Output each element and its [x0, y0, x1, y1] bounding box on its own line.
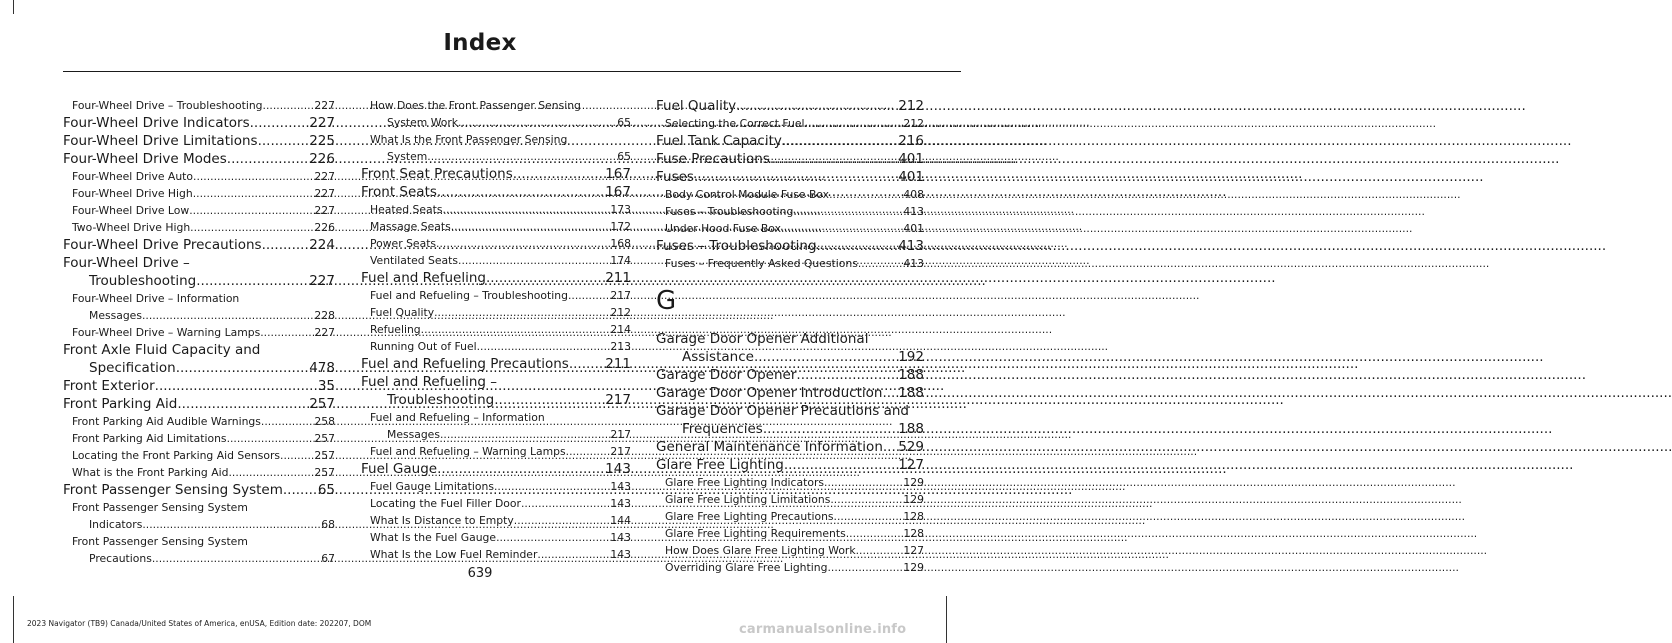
- index-subentry[interactable]: [656, 525, 924, 542]
- entry-label: Front Parking Aid Limitations: [72, 432, 227, 445]
- index-subentry[interactable]: [361, 546, 631, 563]
- dot-leader: [782, 132, 898, 150]
- entry-page-number: 65: [617, 116, 631, 129]
- dot-leader: [824, 474, 903, 491]
- index-entry[interactable]: [656, 132, 924, 150]
- dot-leader: [437, 183, 605, 201]
- entry-label: Glare Free Lighting Precautions: [665, 510, 834, 523]
- entry-label: Front Seat Precautions: [361, 166, 513, 182]
- index-subentry[interactable]: [63, 290, 335, 324]
- index-subentry[interactable]: [656, 115, 924, 132]
- entry-page-number: 127: [903, 544, 924, 557]
- dot-leader: [856, 542, 904, 559]
- index-entry[interactable]: [63, 341, 335, 377]
- entry-label: Four-Wheel Drive Precautions: [63, 237, 262, 253]
- dot-leader: [793, 203, 903, 220]
- entry-label: What is the Front Parking Aid: [72, 466, 229, 479]
- entry-page-number: 68: [321, 518, 335, 531]
- entry-label: What Is Distance to Empty: [370, 514, 514, 527]
- index-entry[interactable]: [656, 384, 924, 402]
- dot-leader: [763, 420, 898, 438]
- entry-page-number: 213: [610, 340, 631, 353]
- entry-label: Front Parking Aid: [63, 396, 178, 412]
- index-column-2: [361, 97, 631, 563]
- entry-page-number: 214: [610, 323, 631, 336]
- entry-label: Fuel and Refueling Precautions: [361, 356, 569, 372]
- entry-page-number: 127: [898, 457, 924, 473]
- entry-label: Two-Wheel Drive High: [72, 221, 191, 234]
- entry-label: Four-Wheel Drive Limitations: [63, 133, 258, 149]
- entry-label: What Is the Front Passenger Sensing: [370, 133, 568, 146]
- entry-label: Fuel Quality: [370, 306, 435, 319]
- entry-label: Four-Wheel Drive Modes: [63, 151, 227, 167]
- entry-label: Garage Door Opener Additional: [656, 331, 869, 347]
- dot-leader: [440, 426, 610, 443]
- entry-label: Running Out of Fuel: [370, 340, 477, 353]
- entry-page-number: 227: [314, 204, 335, 217]
- entry-label: System Work: [387, 116, 459, 129]
- dot-leader: [228, 464, 314, 481]
- entry-page-number: 224: [309, 237, 335, 253]
- index-subentry[interactable]: [361, 97, 631, 131]
- dot-leader: [513, 165, 605, 183]
- index-entry[interactable]: [63, 377, 335, 395]
- entry-page-number: 67: [321, 552, 335, 565]
- entry-label: Locating the Front Parking Aid Sensors: [72, 449, 281, 462]
- dot-leader: [152, 550, 321, 567]
- dot-leader: [805, 115, 904, 132]
- dot-leader: [176, 359, 310, 377]
- index-subentry[interactable]: [63, 499, 335, 533]
- section-letter: G: [656, 286, 677, 316]
- entry-page-number: 257: [314, 466, 335, 479]
- index-subentry[interactable]: [63, 202, 335, 219]
- index-entry[interactable]: [361, 269, 631, 287]
- entry-page-number: 211: [605, 270, 631, 286]
- index-entry[interactable]: [656, 150, 924, 168]
- index-subentry[interactable]: [63, 464, 335, 481]
- entry-label: Fuel Quality: [656, 98, 737, 114]
- dot-leader: [258, 132, 310, 150]
- entry-page-number: 401: [898, 169, 924, 185]
- index-subentry[interactable]: [63, 430, 335, 447]
- index-entry[interactable]: [656, 330, 924, 366]
- entry-page-number: 216: [898, 133, 924, 149]
- entry-page-number: 212: [610, 306, 631, 319]
- dot-leader: [566, 443, 611, 460]
- entry-page-number: 217: [610, 428, 631, 441]
- dot-leader: [263, 97, 315, 114]
- dot-leader: [262, 236, 310, 254]
- dot-leader: [846, 525, 904, 542]
- index-entry[interactable]: [361, 165, 631, 183]
- dot-leader: [427, 148, 617, 165]
- entry-page-number: 257: [314, 432, 335, 445]
- entry-label: Garage Door Opener Precautions and: [656, 403, 909, 419]
- index-column-3: [656, 97, 924, 576]
- entry-label: Front Parking Aid Audible Warnings: [72, 415, 261, 428]
- entry-label: Refueling: [370, 323, 421, 336]
- entry-label: Fuel Gauge Limitations: [370, 480, 494, 493]
- entry-label: Ventilated Seats: [370, 254, 459, 267]
- entry-label: Assistance: [682, 349, 754, 365]
- entry-page-number: 227: [314, 187, 335, 200]
- entry-label: Fuel and Refueling –: [361, 374, 497, 390]
- entry-page-number: 143: [605, 461, 631, 477]
- entry-page-number: 188: [898, 385, 924, 401]
- entry-label: Fuse Precautions: [656, 151, 770, 167]
- index-subentry[interactable]: [361, 287, 631, 304]
- dot-leader: [193, 185, 315, 202]
- index-column-1: [63, 97, 335, 567]
- entry-label: General Maintenance Information: [656, 439, 883, 455]
- entry-label: Front Passenger Sensing System: [72, 535, 248, 548]
- entry-page-number: 65: [317, 482, 335, 498]
- entry-page-number: 258: [314, 415, 335, 428]
- index-entry[interactable]: [63, 254, 335, 290]
- entry-label: Glare Free Lighting: [656, 457, 784, 473]
- dot-leader: [477, 338, 611, 355]
- dot-leader: [142, 516, 321, 533]
- entry-page-number: 211: [605, 356, 631, 372]
- index-subentry[interactable]: [656, 220, 924, 237]
- entry-page-number: 257: [309, 396, 335, 412]
- entry-page-number: 167: [605, 166, 631, 182]
- entry-page-number: 227: [309, 115, 335, 131]
- index-subentry[interactable]: [361, 304, 631, 321]
- entry-label: Fuses – Troubleshooting: [665, 205, 794, 218]
- index-subentry[interactable]: [361, 478, 631, 495]
- index-entry[interactable]: [63, 481, 335, 499]
- dot-leader: [196, 272, 309, 290]
- index-subentry[interactable]: [63, 533, 335, 567]
- entry-page-number: 217: [605, 392, 631, 408]
- index-entry[interactable]: [656, 97, 924, 115]
- entry-page-number: 143: [610, 480, 631, 493]
- edition-footer: 2023 Navigator (TB9) Canada/United States of America, enUSA, Edition date: 202207, DOM: [27, 619, 372, 628]
- page-title: Index: [443, 30, 517, 56]
- entry-label: Fuel and Refueling – Troubleshooting: [370, 289, 568, 302]
- entry-page-number: 401: [903, 222, 924, 235]
- entry-label: Selecting the Correct Fuel: [665, 117, 805, 130]
- index-entry[interactable]: [63, 132, 335, 150]
- entry-page-number: 228: [314, 309, 335, 322]
- dot-leader: [537, 546, 610, 563]
- entry-page-number: 226: [314, 221, 335, 234]
- entry-label: Front Passenger Sensing System: [72, 501, 248, 514]
- entry-label: Four-Wheel Drive Indicators: [63, 115, 250, 131]
- dot-leader: [486, 269, 605, 287]
- dot-leader: [784, 456, 898, 474]
- entry-label: What Is the Low Fuel Reminder: [370, 548, 538, 561]
- index-entry[interactable]: [361, 373, 631, 409]
- entry-page-number: 128: [903, 527, 924, 540]
- dot-leader: [437, 460, 605, 478]
- dot-leader: [434, 304, 610, 321]
- entry-page-number: 173: [610, 203, 631, 216]
- page-number: 639: [467, 566, 493, 581]
- entry-label: Four-Wheel Drive – Troubleshooting: [72, 99, 263, 112]
- entry-label: Garage Door Opener: [656, 367, 797, 383]
- index-entry[interactable]: [656, 366, 924, 384]
- dot-leader: [193, 168, 314, 185]
- crop-mark-bottom-right: [946, 596, 947, 643]
- entry-label: Under Hood Fuse Box: [665, 222, 781, 235]
- entry-label: Fuel Tank Capacity: [656, 133, 782, 149]
- index-subentry[interactable]: [361, 235, 631, 252]
- entry-label: Glare Free Lighting Indicators: [665, 476, 825, 489]
- dot-leader: [451, 218, 611, 235]
- index-entry[interactable]: [656, 438, 924, 456]
- index-subentry[interactable]: [361, 529, 631, 546]
- dot-leader: [736, 97, 898, 115]
- entry-page-number: 65: [617, 150, 631, 163]
- index-subentry[interactable]: [63, 447, 335, 464]
- index-subentry[interactable]: [361, 131, 631, 165]
- entry-label: Precautions: [89, 552, 152, 565]
- index-subentry[interactable]: [361, 201, 631, 218]
- entry-page-number: 129: [903, 493, 924, 506]
- entry-page-number: 226: [309, 151, 335, 167]
- index-entry[interactable]: [361, 460, 631, 478]
- dot-leader: [514, 512, 611, 529]
- entry-label: What Is the Fuel Gauge: [370, 531, 497, 544]
- entry-page-number: 188: [898, 421, 924, 437]
- index-entry[interactable]: [656, 402, 924, 438]
- entry-label: Locating the Fuel Filler Door: [370, 497, 521, 510]
- entry-label: Fuses: [656, 169, 694, 185]
- entry-page-number: 144: [610, 514, 631, 527]
- index-subentry[interactable]: [63, 413, 335, 430]
- index-subentry[interactable]: [63, 219, 335, 236]
- dot-leader: [883, 438, 898, 456]
- entry-page-number: 212: [903, 117, 924, 130]
- index-entry[interactable]: [656, 168, 924, 186]
- dot-leader: [494, 478, 610, 495]
- index-subentry[interactable]: [63, 97, 335, 114]
- dot-leader: [521, 495, 610, 512]
- entry-page-number: 128: [903, 510, 924, 523]
- entry-page-number: 413: [903, 257, 924, 270]
- dot-leader: [177, 395, 309, 413]
- entry-page-number: 192: [898, 349, 924, 365]
- index-subentry[interactable]: [361, 495, 631, 512]
- entry-label: Glare Free Lighting Requirements: [665, 527, 846, 540]
- entry-label: Specification: [89, 360, 176, 376]
- entry-page-number: 188: [898, 367, 924, 383]
- entry-label: How Does Glare Free Lighting Work: [665, 544, 856, 557]
- entry-label: Power Seats: [370, 237, 437, 250]
- index-entry[interactable]: [63, 150, 335, 168]
- dot-leader: [781, 220, 903, 237]
- entry-label: Heated Seats: [370, 203, 443, 216]
- index-subentry[interactable]: [656, 474, 924, 491]
- index-subentry[interactable]: [361, 443, 631, 460]
- index-subentry[interactable]: [361, 338, 631, 355]
- entry-page-number: 168: [610, 237, 631, 250]
- dot-leader: [494, 391, 605, 409]
- entry-label: Indicators: [89, 518, 143, 531]
- dot-leader: [496, 529, 610, 546]
- entry-page-number: 408: [903, 188, 924, 201]
- entry-page-number: 225: [309, 133, 335, 149]
- entry-label: Four-Wheel Drive – Information: [72, 292, 240, 305]
- entry-page-number: 129: [903, 476, 924, 489]
- entry-page-number: 401: [898, 151, 924, 167]
- index-entry[interactable]: [361, 355, 631, 373]
- index-entry[interactable]: [63, 395, 335, 413]
- dot-leader: [569, 355, 605, 373]
- dot-leader: [834, 508, 904, 525]
- dot-leader: [421, 321, 611, 338]
- entry-label: Fuel and Refueling: [361, 270, 486, 286]
- entry-label: Garage Door Opener Introduction: [656, 385, 883, 401]
- entry-page-number: 143: [610, 531, 631, 544]
- entry-label: System: [387, 150, 428, 163]
- entry-label: Front Exterior: [63, 378, 155, 394]
- entry-label: Overriding Glare Free Lighting: [665, 561, 828, 574]
- watermark: carmanualsonline.info: [739, 622, 907, 637]
- entry-label: Four-Wheel Drive – Warning Lamps: [72, 326, 261, 339]
- dot-leader: [436, 235, 610, 252]
- entry-label: Messages: [387, 428, 440, 441]
- entry-page-number: 212: [898, 98, 924, 114]
- dot-leader: [280, 447, 314, 464]
- index-entry[interactable]: [656, 237, 924, 255]
- index-subentry[interactable]: [656, 542, 924, 559]
- dot-leader: [190, 219, 314, 236]
- dot-leader: [568, 287, 610, 304]
- entry-label: Four-Wheel Drive Low: [72, 204, 190, 217]
- dot-leader: [250, 114, 310, 132]
- entry-page-number: 413: [898, 238, 924, 254]
- index-subentry[interactable]: [656, 508, 924, 525]
- index-subentry[interactable]: [361, 321, 631, 338]
- entry-page-number: 257: [314, 449, 335, 462]
- crop-mark-bottom-left: [13, 596, 14, 643]
- dot-leader: [829, 186, 903, 203]
- entry-label: Body Control Module Fuse Box: [665, 188, 830, 201]
- entry-label: Fuel and Refueling – Warning Lamps: [370, 445, 566, 458]
- entry-page-number: 217: [610, 445, 631, 458]
- entry-label: Four-Wheel Drive –: [63, 255, 190, 271]
- index-entry[interactable]: [656, 456, 924, 474]
- dot-leader: [458, 114, 617, 131]
- index-entry[interactable]: [63, 114, 335, 132]
- entry-page-number: 129: [903, 561, 924, 574]
- entry-label: Fuel and Refueling – Information: [370, 411, 545, 424]
- index-subentry[interactable]: [63, 185, 335, 202]
- dot-leader: [261, 413, 314, 430]
- entry-label: Messages: [89, 309, 142, 322]
- index-subentry[interactable]: [656, 203, 924, 220]
- dot-leader: [227, 150, 309, 168]
- dot-leader: [142, 307, 314, 324]
- entry-page-number: 227: [314, 326, 335, 339]
- dot-leader: [227, 430, 315, 447]
- entry-label: Troubleshooting: [89, 273, 197, 289]
- entry-label: Front Seats: [361, 184, 437, 200]
- entry-label: Fuel Gauge: [361, 461, 438, 477]
- header-rule: [63, 71, 961, 72]
- entry-page-number: 478: [309, 360, 335, 376]
- index-subentry[interactable]: [656, 491, 924, 508]
- entry-label: How Does the Front Passenger Sensing: [370, 99, 581, 112]
- entry-page-number: 227: [314, 170, 335, 183]
- entry-label: Four-Wheel Drive High: [72, 187, 193, 200]
- index-subentry[interactable]: [361, 252, 631, 269]
- dot-leader: [443, 201, 611, 218]
- entry-page-number: 143: [610, 548, 631, 561]
- entry-page-number: 413: [903, 205, 924, 218]
- dot-leader: [882, 384, 898, 402]
- entry-label: Front Axle Fluid Capacity and: [63, 342, 261, 358]
- entry-label: Fuses – Frequently Asked Questions: [665, 257, 858, 270]
- index-subentry[interactable]: [361, 512, 631, 529]
- entry-page-number: 227: [309, 273, 335, 289]
- index-subentry[interactable]: [656, 186, 924, 203]
- index-subentry[interactable]: [361, 409, 631, 443]
- entry-label: Front Passenger Sensing System: [63, 482, 283, 498]
- dot-leader: [260, 324, 314, 341]
- entry-page-number: 35: [317, 378, 335, 394]
- dot-leader: [858, 255, 904, 272]
- dot-leader: [458, 252, 610, 269]
- index-subentry[interactable]: [63, 324, 335, 341]
- entry-page-number: 529: [898, 439, 924, 455]
- entry-page-number: 172: [610, 220, 631, 233]
- entry-page-number: 227: [314, 99, 335, 112]
- dot-leader: [155, 377, 318, 395]
- index-subentry[interactable]: [63, 168, 335, 185]
- entry-page-number: 174: [610, 254, 631, 267]
- index-subentry[interactable]: [361, 218, 631, 235]
- dot-leader: [817, 237, 899, 255]
- dot-leader: [283, 481, 318, 499]
- dot-leader: [189, 202, 314, 219]
- entry-label: Glare Free Lighting Limitations: [665, 493, 831, 506]
- entry-label: Massage Seats: [370, 220, 451, 233]
- dot-leader: [694, 168, 898, 186]
- entry-label: Four-Wheel Drive Auto: [72, 170, 194, 183]
- dot-leader: [796, 366, 898, 384]
- entry-label: Fuses – Troubleshooting: [656, 238, 817, 254]
- entry-label: Frequencies: [682, 421, 763, 437]
- entry-page-number: 143: [610, 497, 631, 510]
- dot-leader: [770, 150, 898, 168]
- index-entry[interactable]: [361, 183, 631, 201]
- index-subentry[interactable]: [656, 255, 924, 272]
- entry-page-number: 217: [610, 289, 631, 302]
- entry-page-number: 167: [605, 184, 631, 200]
- crop-mark-top-left: [13, 0, 14, 14]
- dot-leader: [754, 348, 898, 366]
- entry-label: Troubleshooting: [387, 392, 495, 408]
- dot-leader: [830, 491, 903, 508]
- index-entry[interactable]: [63, 236, 335, 254]
